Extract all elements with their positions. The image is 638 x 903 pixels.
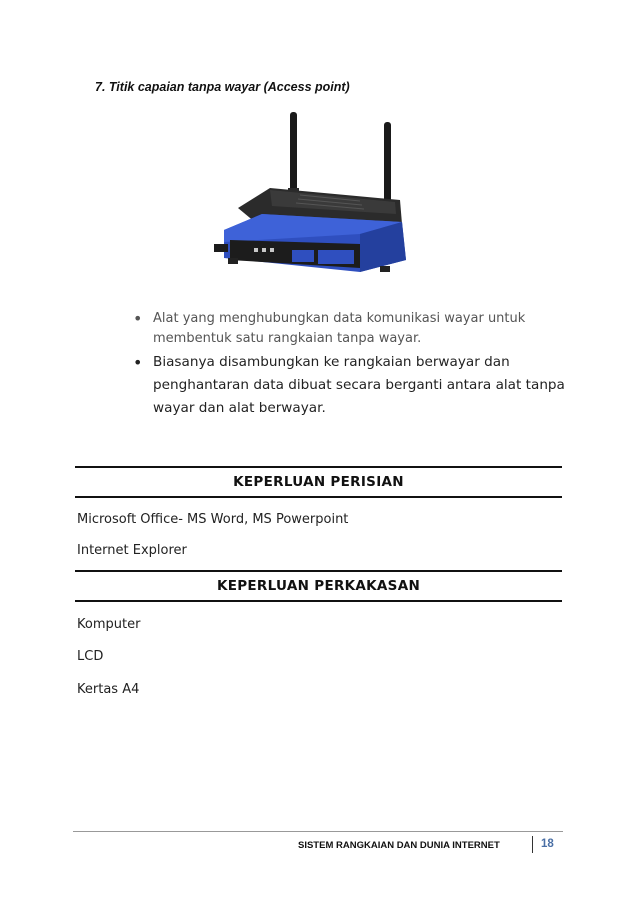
hardware-section-title: KEPERLUAN PERKAKASAN (216, 578, 421, 594)
list-item: • Alat yang menghubungkan data komunikasi wayar untuk membentuk satu rangkaian tanpa wayar. (133, 309, 573, 349)
page-separator (532, 836, 533, 853)
divider (75, 496, 562, 498)
divider (75, 600, 562, 602)
section-heading: 7. Titik capaian tanpa wayar (Access point) (95, 80, 350, 94)
list-item: Kertas A4 (77, 682, 140, 697)
software-section-title: KEPERLUAN PERISIAN (233, 474, 404, 490)
list-item: LCD (77, 649, 104, 664)
list-item: Microsoft Office- MS Word, MS Powerpoint (77, 512, 349, 527)
bullet-list (133, 309, 573, 422)
list-item: Komputer (77, 617, 141, 632)
footer-title: SISTEM RANGKAIAN DAN DUNIA INTERNET (298, 840, 500, 851)
list-item: • Biasanya disambungkan ke rangkaian berwayar dan penghantaran data dibuat secara berganti antara alat tanpa wayar dan alat berwayar. (133, 351, 573, 420)
footer-divider (73, 831, 563, 832)
divider (75, 570, 562, 572)
list-item: Internet Explorer (77, 543, 187, 558)
page-number: 18 (541, 838, 554, 850)
divider (75, 466, 562, 468)
wireless-router-image (210, 110, 420, 285)
